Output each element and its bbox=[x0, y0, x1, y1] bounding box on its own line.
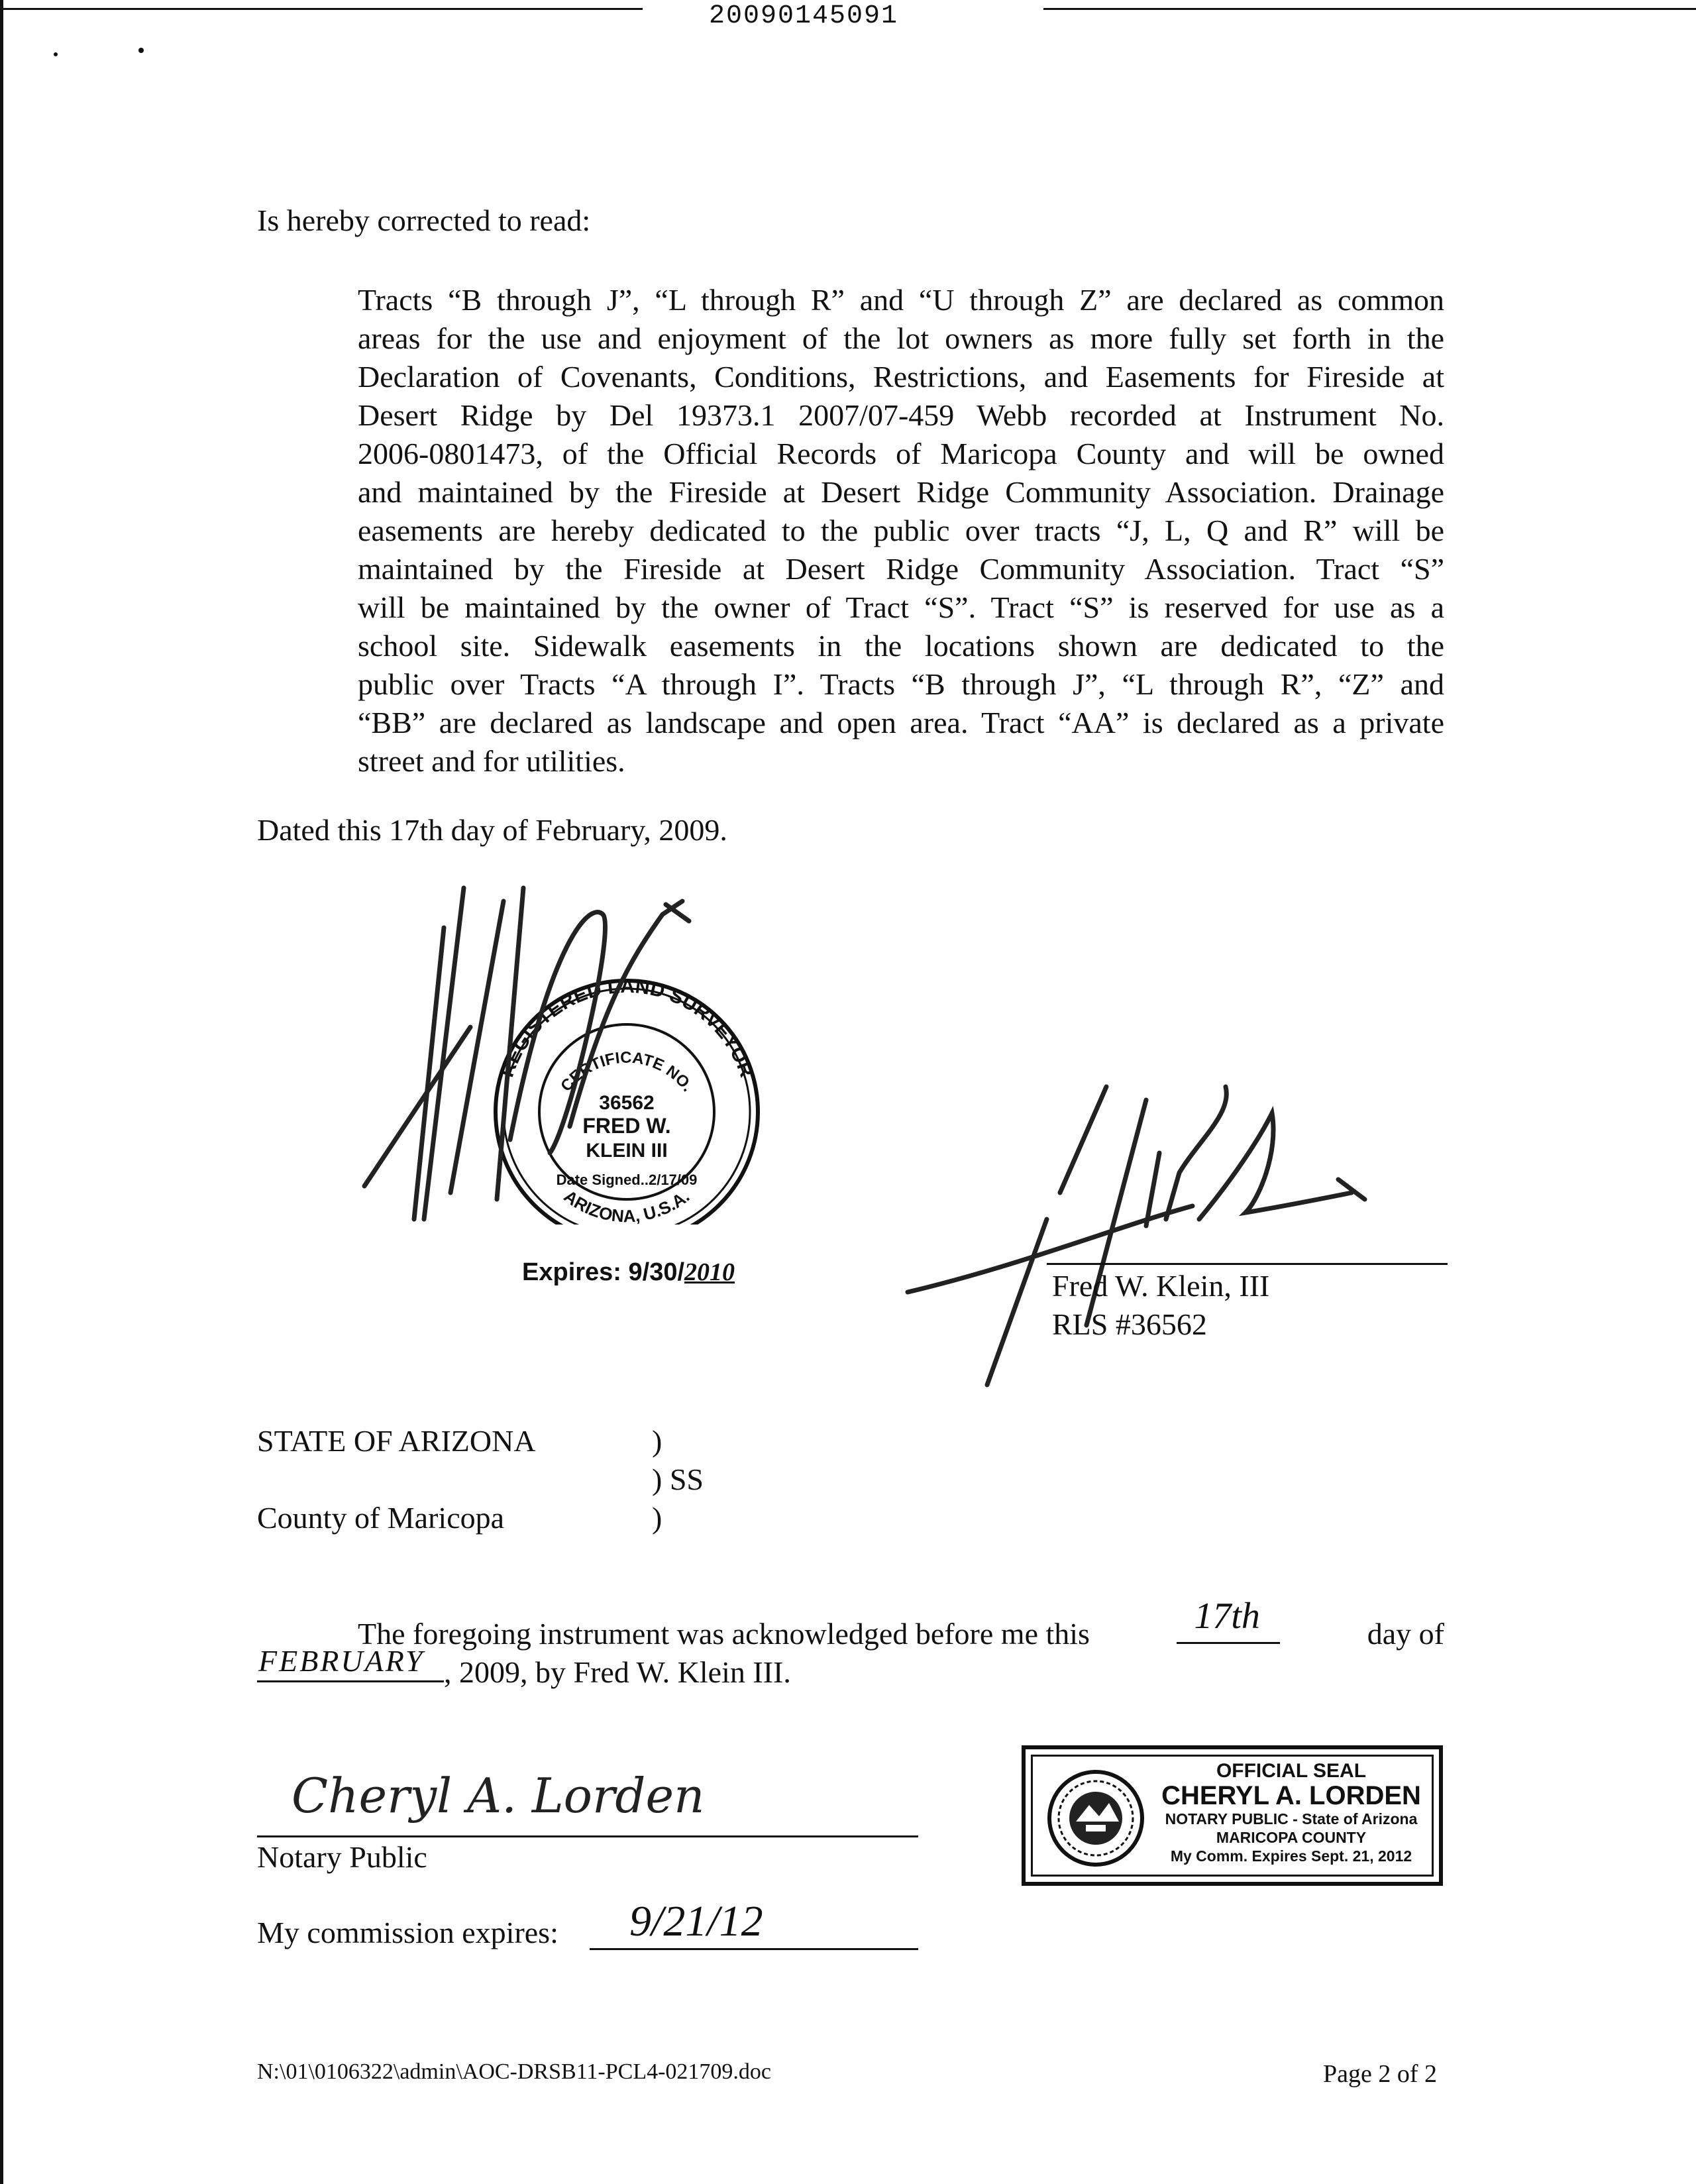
seal-number: 36562 bbox=[599, 1092, 655, 1114]
notary-seal-text bbox=[1147, 1761, 1436, 1865]
notary-signature: Cheryl A. Lorden bbox=[292, 1768, 705, 1824]
paragraph-line: maintained by the Fireside at Desert Ridge Community Association. Tract “S” bbox=[358, 552, 1444, 586]
signature-line bbox=[1047, 1263, 1448, 1265]
paragraph-line: Tracts “B through J”, “L through R” and “U through Z” are declared as common bbox=[358, 283, 1444, 317]
paragraph-line: public over Tracts “A through I”. Tracts “B through J”, “L through R”, “Z” and bbox=[358, 667, 1444, 701]
ack-day-field bbox=[1177, 1596, 1280, 1644]
ack-day-handwritten: 17th bbox=[1194, 1596, 1260, 1637]
stamp-county: MARICOPA COUNTY bbox=[1216, 1829, 1367, 1846]
ack-text-right: day of bbox=[1367, 1617, 1444, 1651]
paragraph-line: easements are hereby dedicated to the public over tracts “J, L, Q and R” will be bbox=[358, 514, 1444, 547]
paragraph-line: will be maintained by the owner of Tract “S”. Tract “S” is reserved for use as a bbox=[358, 590, 1444, 624]
acknowledgment-line2 bbox=[257, 1644, 791, 1692]
seal-expiration bbox=[522, 1258, 735, 1287]
signer-license: RLS #36562 bbox=[1052, 1307, 1207, 1341]
seal-name-line2: KLEIN III bbox=[586, 1140, 668, 1162]
tract-declaration-paragraph bbox=[358, 281, 1444, 781]
footer-page-number: Page 2 of 2 bbox=[1323, 2060, 1438, 2088]
surveyor-signature bbox=[888, 1073, 1431, 1405]
seal-expires-handwritten: 2010 bbox=[684, 1258, 735, 1286]
notary-signature-line bbox=[257, 1835, 918, 1837]
seal-ring-bottom: ARIZONA, U.S.A. bbox=[560, 1185, 694, 1225]
stamp-expiration: My Comm. Expires Sept. 21, 2012 bbox=[1170, 1847, 1412, 1865]
venue-state: STATE OF ARIZONA bbox=[257, 1424, 536, 1458]
ack-month-handwritten: FEBRUARY bbox=[258, 1644, 425, 1678]
venue-county: County of Maricopa bbox=[257, 1501, 505, 1535]
venue-paren: ) bbox=[652, 1424, 662, 1458]
acknowledgment-line1 bbox=[358, 1596, 1444, 1653]
dated-line: Dated this 17th day of February, 2009. bbox=[257, 813, 727, 847]
intro-text: Is hereby corrected to read: bbox=[257, 203, 591, 237]
seal-ring-top: REGISTERED LAND SURVEYOR bbox=[496, 975, 758, 1080]
signer-name: Fred W. Klein, III bbox=[1052, 1269, 1270, 1303]
seal-certificate: CERTIFICATE NO. bbox=[557, 1048, 697, 1095]
scan-specks bbox=[40, 40, 172, 80]
scan-border-top-right bbox=[1043, 8, 1696, 10]
paragraph-line: school site. Sidewalk easements in the locations shown are dedicated to the bbox=[358, 629, 1444, 663]
paragraph-line: and maintained by the Fireside at Desert Ridge Community Association. Drainage bbox=[358, 475, 1444, 509]
paragraph-line: 2006-0801473, of the Official Records of Maricopa County and will be owned bbox=[358, 437, 1444, 470]
stamp-notary-state: NOTARY PUBLIC - State of Arizona bbox=[1165, 1810, 1418, 1828]
ack-text-rest: , 2009, by Fred W. Klein III. bbox=[444, 1655, 791, 1689]
venue-ss: ) SS bbox=[652, 1462, 704, 1496]
notary-seal-inner-border bbox=[1031, 1755, 1434, 1877]
surveyor-handwritten-signature-over-seal bbox=[351, 875, 775, 1246]
footer-file-path: N:\01\0106322\admin\AOC-DRSB11-PCL4-021709.doc bbox=[257, 2059, 772, 2084]
venue-paren: ) bbox=[652, 1501, 662, 1535]
state-seal-emblem-icon bbox=[1046, 1769, 1145, 1868]
commission-label: My commission expires: bbox=[257, 1916, 558, 1949]
paragraph-line: areas for the use and enjoyment of the lot owners as more fully set forth in the bbox=[358, 321, 1444, 355]
commission-line bbox=[590, 1948, 918, 1950]
ack-month-field bbox=[257, 1644, 444, 1682]
seal-name-line1: FRED W. bbox=[582, 1114, 671, 1138]
commission-handwritten-date: 9/21/12 bbox=[629, 1897, 763, 1945]
paragraph-line: Declaration of Covenants, Conditions, Restrictions, and Easements for Fireside at bbox=[358, 360, 1444, 394]
seal-expires-printed: Expires: 9/30/ bbox=[522, 1258, 685, 1286]
stamp-title: OFFICIAL SEAL bbox=[1216, 1760, 1367, 1782]
scan-border-left bbox=[0, 0, 3, 2184]
stamp-notary-name: CHERYL A. LORDEN bbox=[1161, 1781, 1421, 1810]
paragraph-line: Desert Ridge by Del 19373.1 2007/07-459 Webb recorded at Instrument No. bbox=[358, 398, 1444, 432]
scan-border-top-left bbox=[0, 8, 643, 10]
ack-text-left: The foregoing instrument was acknowledged before me this bbox=[358, 1617, 1090, 1651]
paragraph-line: “BB” are declared as landscape and open area. Tract “AA” is declared as a private bbox=[358, 706, 1444, 739]
recording-number: 20090145091 bbox=[709, 1, 899, 31]
paragraph-line: street and for utilities. bbox=[358, 744, 625, 778]
notary-official-seal bbox=[1022, 1745, 1443, 1886]
seal-date-signed: Date Signed..2/17/09 bbox=[556, 1172, 698, 1188]
notary-label: Notary Public bbox=[257, 1840, 427, 1874]
